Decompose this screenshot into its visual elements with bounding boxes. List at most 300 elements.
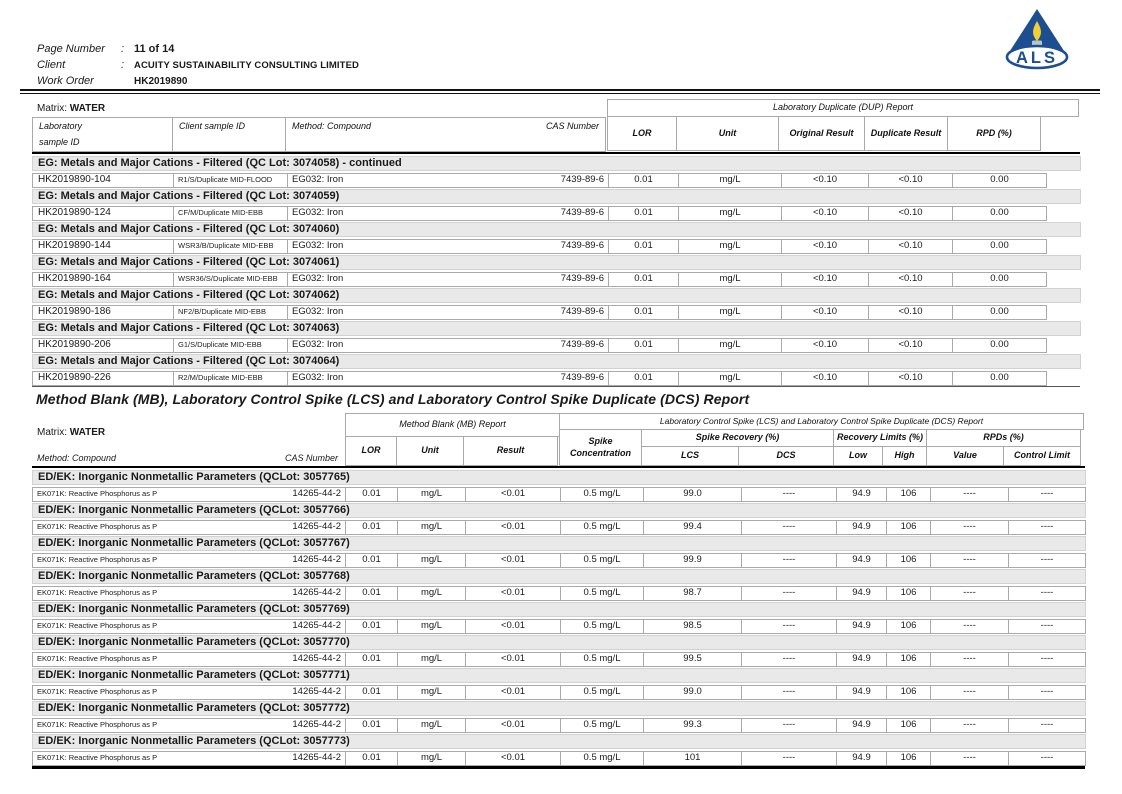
- mb-table-body: [32, 468, 1086, 766]
- cell-lor: 0.01: [609, 338, 679, 352]
- cell-rpd-value: ----: [931, 652, 1009, 666]
- cell-unit: mg/L: [679, 239, 782, 253]
- cell-rpd-value: ----: [931, 520, 1009, 534]
- cell-dcs-recovery: ----: [742, 685, 837, 699]
- cell-pad: [1047, 305, 1081, 319]
- client-label: Client: [37, 59, 66, 71]
- cell-spike-concentration: 0.5 mg/L: [561, 586, 644, 600]
- cell-pad: [1047, 173, 1081, 187]
- mb-table-row: [33, 652, 1086, 666]
- qc-lot-section-row: [33, 636, 1086, 650]
- cell-unit: mg/L: [679, 338, 782, 352]
- cell-unit: mg/L: [398, 652, 466, 666]
- cell-method-compound: [288, 239, 609, 253]
- matrix-value-2: WATER: [69, 427, 106, 438]
- cell-result: <0.01: [466, 520, 561, 534]
- mb-table-row: [33, 718, 1086, 732]
- cell-recovery-high: 106: [887, 586, 931, 600]
- cell-lor: 0.01: [346, 685, 398, 699]
- cell-unit: mg/L: [398, 487, 466, 501]
- cell-recovery-high: 106: [887, 520, 931, 534]
- cell-method-compound: [288, 371, 609, 385]
- qc-lot-section-label: EG: Metals and Major Cations - Filtered (QC Lot: 3074064): [33, 355, 1081, 369]
- qc-lot-section-label: ED/EK: Inorganic Nonmetallic Parameters (QCLot: 3057773): [33, 735, 1086, 749]
- cell-method-compound: [33, 520, 346, 534]
- cell-result: <0.01: [466, 685, 561, 699]
- cell-recovery-low: 94.9: [837, 520, 887, 534]
- cell-control-limit: ----: [1009, 685, 1086, 699]
- col-header-client-sample-id: Client sample ID: [172, 117, 286, 152]
- cell-dcs-recovery: ----: [742, 751, 837, 765]
- cell-result: <0.01: [466, 751, 561, 765]
- cas-number: 14265-44-2: [292, 620, 341, 632]
- cell-original-result: <0.10: [782, 338, 869, 352]
- qc-lot-section-row: [33, 603, 1086, 617]
- cell-rpd: 0.00: [953, 272, 1047, 286]
- cell-unit: mg/L: [679, 272, 782, 286]
- cell-spike-concentration: 0.5 mg/L: [561, 619, 644, 633]
- qc-lot-section-label: EG: Metals and Major Cations - Filtered (QC Lot: 3074060): [33, 223, 1081, 237]
- cell-control-limit: ----: [1009, 619, 1086, 633]
- cell-lor: 0.01: [609, 206, 679, 220]
- cell-duplicate-result: <0.10: [869, 272, 953, 286]
- col-header-lab-sample-id: [32, 117, 173, 152]
- qc-lot-section-row: [33, 471, 1086, 485]
- cell-duplicate-result: <0.10: [869, 173, 953, 187]
- cell-result: <0.01: [466, 619, 561, 633]
- cell-unit: mg/L: [679, 305, 782, 319]
- cell-method-compound: [33, 751, 346, 765]
- cell-spike-concentration: 0.5 mg/L: [561, 652, 644, 666]
- cell-recovery-low: 94.9: [837, 487, 887, 501]
- logo-text: ALS: [1016, 49, 1058, 67]
- method-name: EG032: Iron: [292, 174, 344, 186]
- method-name: EK071K: Reactive Phosphorus as P: [37, 588, 158, 598]
- method-name: EG032: Iron: [292, 372, 344, 384]
- qc-lot-section-row: [33, 504, 1086, 518]
- cell-lab-sample-id: HK2019890-164: [33, 272, 174, 286]
- cell-client-sample-id: G1/S/Duplicate MID-EBB: [174, 338, 288, 352]
- dup-table-header: [32, 99, 1080, 152]
- cas-number: 14265-44-2: [292, 719, 341, 731]
- cell-recovery-low: 94.9: [837, 685, 887, 699]
- cell-client-sample-id: NF2/B/Duplicate MID-EBB: [174, 305, 288, 319]
- cell-recovery-high: 106: [887, 553, 931, 567]
- cell-original-result: <0.10: [782, 239, 869, 253]
- col-header-unit: Unit: [676, 116, 779, 151]
- qc-lot-section-label: ED/EK: Inorganic Nonmetallic Parameters (QCLot: 3057770): [33, 636, 1086, 650]
- method-name: EK071K: Reactive Phosphorus as P: [37, 654, 158, 664]
- cell-lor: 0.01: [609, 371, 679, 385]
- cell-rpd: 0.00: [953, 206, 1047, 220]
- matrix-label-2: [32, 427, 345, 438]
- qc-lot-section-row: [33, 289, 1081, 303]
- mb-report-table: [32, 413, 1085, 769]
- group-header-recovery-limits: Recovery Limits (%): [833, 429, 927, 447]
- cell-lor: 0.01: [609, 272, 679, 286]
- cell-rpd-value: ----: [931, 586, 1009, 600]
- method-name: EK071K: Reactive Phosphorus as P: [37, 687, 158, 697]
- cell-method-compound: [33, 619, 346, 633]
- dup-table-row: [33, 338, 1081, 352]
- dup-report-table: [32, 99, 1080, 387]
- cell-result: <0.01: [466, 553, 561, 567]
- cell-method-compound: [288, 206, 609, 220]
- qc-lot-section-row: [33, 735, 1086, 749]
- cell-lab-sample-id: HK2019890-144: [33, 239, 174, 253]
- qc-lot-section-row: [33, 157, 1081, 171]
- qc-lot-section-label: EG: Metals and Major Cations - Filtered (QC Lot: 3074058) - continued: [33, 157, 1081, 171]
- cell-dcs-recovery: ----: [742, 718, 837, 732]
- cell-recovery-high: 106: [887, 652, 931, 666]
- col-header-duplicate-result: Duplicate Result: [864, 116, 948, 151]
- mb-table-row: [33, 553, 1086, 567]
- mb-report-spanner: Method Blank (MB) Report: [345, 413, 560, 437]
- method-name: EK071K: Reactive Phosphorus as P: [37, 720, 158, 730]
- cell-result: <0.01: [466, 586, 561, 600]
- dup-table-body: [32, 154, 1081, 386]
- cell-client-sample-id: R2/M/Duplicate MID-EBB: [174, 371, 288, 385]
- cell-spike-concentration: 0.5 mg/L: [561, 751, 644, 765]
- mb-table-row: [33, 487, 1086, 501]
- group-header-spike-recovery: Spike Recovery (%): [641, 429, 834, 447]
- cell-client-sample-id: WSR3/B/Duplicate MID-EBB: [174, 239, 288, 253]
- dup-table-row: [33, 239, 1081, 253]
- cell-lor: 0.01: [346, 553, 398, 567]
- cell-unit: mg/L: [398, 586, 466, 600]
- dup-table-row: [33, 272, 1081, 286]
- cell-lab-sample-id: HK2019890-206: [33, 338, 174, 352]
- page-number-label: Page Number: [37, 43, 105, 55]
- cell-duplicate-result: <0.10: [869, 305, 953, 319]
- method-name: EK071K: Reactive Phosphorus as P: [37, 753, 158, 763]
- cas-number: 14265-44-2: [292, 686, 341, 698]
- cas-number: 7439-89-6: [560, 273, 604, 285]
- method-name: EG032: Iron: [292, 306, 344, 318]
- cell-method-compound: [33, 487, 346, 501]
- cell-result: <0.01: [466, 652, 561, 666]
- cell-method-compound: [33, 685, 346, 699]
- cell-lab-sample-id: HK2019890-226: [33, 371, 174, 385]
- cell-spike-concentration: 0.5 mg/L: [561, 553, 644, 567]
- client-value: ACUITY SUSTAINABILITY CONSULTING LIMITED: [134, 59, 359, 71]
- cell-pad: [1047, 239, 1081, 253]
- lab-header-line2: sample ID: [39, 136, 80, 147]
- method-name: EK071K: Reactive Phosphorus as P: [37, 489, 158, 499]
- cas-number: 14265-44-2: [292, 752, 341, 764]
- cell-recovery-low: 94.9: [837, 586, 887, 600]
- als-logo: [998, 8, 1076, 75]
- qc-lot-section-label: ED/EK: Inorganic Nonmetallic Parameters (QCLot: 3057771): [33, 669, 1086, 683]
- cell-original-result: <0.10: [782, 173, 869, 187]
- cas-number: 7439-89-6: [560, 339, 604, 351]
- lab-header-line1: Laboratory: [39, 121, 83, 131]
- cell-control-limit: ----: [1009, 718, 1086, 732]
- cell-rpd-value: ----: [931, 718, 1009, 732]
- cell-rpd: 0.00: [953, 338, 1047, 352]
- page-number-field: [37, 41, 359, 57]
- cell-lor: 0.01: [609, 305, 679, 319]
- col-header-control-limit: Control Limit: [1003, 446, 1081, 466]
- qc-lot-section-row: [33, 702, 1086, 716]
- work-order-value: HK2019890: [134, 75, 188, 87]
- cell-lcs-recovery: 99.3: [644, 718, 742, 732]
- col-header-cas-number-2: CAS Number: [284, 453, 338, 463]
- cell-recovery-high: 106: [887, 751, 931, 765]
- cell-pad: [1047, 206, 1081, 220]
- cell-duplicate-result: <0.10: [869, 371, 953, 385]
- method-name: EG032: Iron: [292, 207, 344, 219]
- cell-recovery-low: 94.9: [837, 553, 887, 567]
- qc-lot-section-label: EG: Metals and Major Cations - Filtered (QC Lot: 3074063): [33, 322, 1081, 336]
- cas-number: 14265-44-2: [292, 554, 341, 566]
- cell-recovery-high: 106: [887, 718, 931, 732]
- cell-dcs-recovery: ----: [742, 553, 837, 567]
- cell-original-result: <0.10: [782, 371, 869, 385]
- cell-duplicate-result: <0.10: [869, 239, 953, 253]
- qc-lot-section-row: [33, 256, 1081, 270]
- cell-lcs-recovery: 99.0: [644, 487, 742, 501]
- cell-duplicate-result: <0.10: [869, 338, 953, 352]
- cell-rpd-value: ----: [931, 553, 1009, 567]
- page-number-value: 11 of 14: [134, 43, 175, 55]
- col-header-lor-2: LOR: [345, 436, 397, 466]
- qc-lot-section-row: [33, 322, 1081, 336]
- dup-table-row: [33, 371, 1081, 385]
- cell-lcs-recovery: 101: [644, 751, 742, 765]
- work-order-label: Work Order: [37, 75, 94, 87]
- cell-lcs-recovery: 98.5: [644, 619, 742, 633]
- qc-lot-section-row: [33, 190, 1081, 204]
- cell-spike-concentration: 0.5 mg/L: [561, 718, 644, 732]
- cell-unit: mg/L: [398, 718, 466, 732]
- cell-rpd-value: ----: [931, 751, 1009, 765]
- cas-number: 14265-44-2: [292, 587, 341, 599]
- qc-lot-section-row: [33, 355, 1081, 369]
- cas-number: 14265-44-2: [292, 521, 341, 533]
- cell-lcs-recovery: 98.7: [644, 586, 742, 600]
- method-name: EK071K: Reactive Phosphorus as P: [37, 555, 158, 565]
- cell-method-compound: [288, 305, 609, 319]
- cell-spike-concentration: 0.5 mg/L: [561, 487, 644, 501]
- matrix-prefix-2: Matrix:: [37, 427, 67, 438]
- cas-number: 7439-89-6: [560, 372, 604, 384]
- method-header-area: [32, 413, 345, 466]
- cell-client-sample-id: R1/S/Duplicate MID-FLOOD: [174, 173, 288, 187]
- qc-lot-section-row: [33, 223, 1081, 237]
- cell-control-limit: ----: [1009, 553, 1086, 567]
- cell-spike-concentration: 0.5 mg/L: [561, 520, 644, 534]
- cell-recovery-low: 94.9: [837, 751, 887, 765]
- col-header-high: High: [882, 446, 927, 466]
- cell-lor: 0.01: [346, 487, 398, 501]
- dup-table-row: [33, 305, 1081, 319]
- header-thick-rule: [32, 152, 1080, 154]
- mb-table-row: [33, 751, 1086, 765]
- cell-control-limit: ----: [1009, 751, 1086, 765]
- qc-lot-section-label: ED/EK: Inorganic Nonmetallic Parameters (QCLot: 3057769): [33, 603, 1086, 617]
- matrix-prefix: Matrix:: [37, 103, 67, 114]
- col-header-dcs: DCS: [738, 446, 834, 466]
- cell-rpd: 0.00: [953, 239, 1047, 253]
- separator: :: [121, 43, 125, 55]
- method-name: EK071K: Reactive Phosphorus as P: [37, 522, 158, 532]
- cell-original-result: <0.10: [782, 305, 869, 319]
- col-header-lcs: LCS: [641, 446, 739, 466]
- cell-lor: 0.01: [346, 520, 398, 534]
- cas-number: 7439-89-6: [560, 306, 604, 318]
- cell-method-compound: [288, 272, 609, 286]
- cell-result: <0.01: [466, 718, 561, 732]
- cell-lor: 0.01: [609, 239, 679, 253]
- matrix-label: [32, 99, 608, 117]
- cell-unit: mg/L: [398, 553, 466, 567]
- cell-dcs-recovery: ----: [742, 652, 837, 666]
- mb-table-row: [33, 619, 1086, 633]
- col-header-lor: LOR: [607, 116, 677, 151]
- cas-number: 7439-89-6: [560, 240, 604, 252]
- cell-lor: 0.01: [346, 619, 398, 633]
- mb-table-row: [33, 586, 1086, 600]
- cell-duplicate-result: <0.10: [869, 206, 953, 220]
- qc-lot-section-label: ED/EK: Inorganic Nonmetallic Parameters (QCLot: 3057765): [33, 471, 1086, 485]
- cell-control-limit: ----: [1009, 652, 1086, 666]
- cell-recovery-high: 106: [887, 487, 931, 501]
- cell-unit: mg/L: [398, 751, 466, 765]
- cell-unit: mg/L: [679, 206, 782, 220]
- cell-client-sample-id: WSR36/S/Duplicate MID-EBB: [174, 272, 288, 286]
- cell-lab-sample-id: HK2019890-124: [33, 206, 174, 220]
- method-name: EG032: Iron: [292, 339, 344, 351]
- cell-pad: [1047, 338, 1081, 352]
- cell-rpd-value: ----: [931, 685, 1009, 699]
- cell-rpd: 0.00: [953, 173, 1047, 187]
- cell-recovery-high: 106: [887, 619, 931, 633]
- cell-unit: mg/L: [398, 685, 466, 699]
- dup-table-bottom-rule: [32, 386, 1080, 387]
- separator: :: [121, 59, 125, 71]
- col-header-low: Low: [833, 446, 883, 466]
- cell-unit: mg/L: [679, 173, 782, 187]
- col-header-result: Result: [463, 436, 558, 466]
- cell-lab-sample-id: HK2019890-186: [33, 305, 174, 319]
- qc-lot-section-row: [33, 570, 1086, 584]
- mb-table-bottom-rule: [32, 766, 1085, 769]
- header-thick-rule-2: [32, 466, 1085, 468]
- col-header-original-result: Original Result: [778, 116, 865, 151]
- qc-lot-section-label: EG: Metals and Major Cations - Filtered (QC Lot: 3074062): [33, 289, 1081, 303]
- page-header: [37, 41, 359, 89]
- method-name: EG032: Iron: [292, 240, 344, 252]
- cell-method-compound: [33, 718, 346, 732]
- cas-number: 14265-44-2: [292, 653, 341, 665]
- cell-recovery-low: 94.9: [837, 652, 887, 666]
- qc-lot-section-label: EG: Metals and Major Cations - Filtered (QC Lot: 3074059): [33, 190, 1081, 204]
- col-header-rpd: RPD (%): [947, 116, 1041, 151]
- qc-lot-section-label: ED/EK: Inorganic Nonmetallic Parameters (QCLot: 3057768): [33, 570, 1086, 584]
- col-header-unit-2: Unit: [396, 436, 464, 466]
- cell-lab-sample-id: HK2019890-104: [33, 173, 174, 187]
- cell-method-compound: [288, 338, 609, 352]
- cell-control-limit: ----: [1009, 520, 1086, 534]
- cell-lor: 0.01: [346, 652, 398, 666]
- cell-recovery-low: 94.9: [837, 718, 887, 732]
- cell-rpd-value: ----: [931, 619, 1009, 633]
- cell-rpd-value: ----: [931, 487, 1009, 501]
- qc-lot-section-row: [33, 669, 1086, 683]
- qc-lot-section-label: ED/EK: Inorganic Nonmetallic Parameters (QCLot: 3057766): [33, 504, 1086, 518]
- mb-table-header: [32, 413, 1085, 466]
- spike-header-line2: Concentration: [569, 447, 631, 458]
- method-compound-header: Method: Compound: [292, 121, 372, 131]
- mb-section-title: Method Blank (MB), Laboratory Control Spike (LCS) and Laboratory Control Spike Duplicate (DCS) Report: [36, 391, 750, 407]
- cell-lcs-recovery: 99.5: [644, 652, 742, 666]
- client-field: [37, 57, 359, 73]
- cell-lor: 0.01: [346, 718, 398, 732]
- mb-table-row: [33, 685, 1086, 699]
- cell-result: <0.01: [466, 487, 561, 501]
- qc-lot-section-label: ED/EK: Inorganic Nonmetallic Parameters (QCLot: 3057767): [33, 537, 1086, 551]
- cell-pad: [1047, 371, 1081, 385]
- cell-method-compound: [33, 553, 346, 567]
- header-rule: [20, 89, 1100, 94]
- cell-rpd: 0.00: [953, 371, 1047, 385]
- cell-control-limit: ----: [1009, 586, 1086, 600]
- work-order-field: [37, 73, 359, 89]
- cell-method-compound: [33, 652, 346, 666]
- cell-unit: mg/L: [679, 371, 782, 385]
- col-header-method-compound: [285, 117, 606, 152]
- cell-pad: [1047, 272, 1081, 286]
- cas-number: 7439-89-6: [560, 174, 604, 186]
- cell-lcs-recovery: 99.0: [644, 685, 742, 699]
- method-name: EK071K: Reactive Phosphorus as P: [37, 621, 158, 631]
- cell-recovery-high: 106: [887, 685, 931, 699]
- cell-rpd: 0.00: [953, 305, 1047, 319]
- group-header-rpds: RPDs (%): [926, 429, 1081, 447]
- cell-dcs-recovery: ----: [742, 586, 837, 600]
- dup-table-row: [33, 173, 1081, 187]
- col-header-spike-concentration: [559, 429, 642, 466]
- cell-dcs-recovery: ----: [742, 520, 837, 534]
- qc-lot-section-label: EG: Metals and Major Cations - Filtered (QC Lot: 3074061): [33, 256, 1081, 270]
- als-logo-icon: [998, 8, 1076, 70]
- cell-original-result: <0.10: [782, 206, 869, 220]
- cell-lor: 0.01: [346, 751, 398, 765]
- method-name: EG032: Iron: [292, 273, 344, 285]
- spike-header-line1: Spike: [588, 436, 613, 447]
- cell-lor: 0.01: [609, 173, 679, 187]
- cell-unit: mg/L: [398, 619, 466, 633]
- cell-control-limit: ----: [1009, 487, 1086, 501]
- cell-lor: 0.01: [346, 586, 398, 600]
- cell-original-result: <0.10: [782, 272, 869, 286]
- dup-report-spanner: Laboratory Duplicate (DUP) Report: [607, 99, 1079, 117]
- cell-spike-concentration: 0.5 mg/L: [561, 685, 644, 699]
- qc-lot-section-row: [33, 537, 1086, 551]
- mb-table-row: [33, 520, 1086, 534]
- col-header-rpd-value: Value: [926, 446, 1004, 466]
- col-header-method-compound-2: Method: Compound: [37, 453, 117, 463]
- qc-lot-section-label: ED/EK: Inorganic Nonmetallic Parameters (QCLot: 3057772): [33, 702, 1086, 716]
- cas-number: 7439-89-6: [560, 207, 604, 219]
- matrix-value: WATER: [69, 103, 106, 114]
- cell-dcs-recovery: ----: [742, 487, 837, 501]
- cell-method-compound: [33, 586, 346, 600]
- cell-client-sample-id: CF/M/Duplicate MID-EBB: [174, 206, 288, 220]
- cell-method-compound: [288, 173, 609, 187]
- cell-lcs-recovery: 99.9: [644, 553, 742, 567]
